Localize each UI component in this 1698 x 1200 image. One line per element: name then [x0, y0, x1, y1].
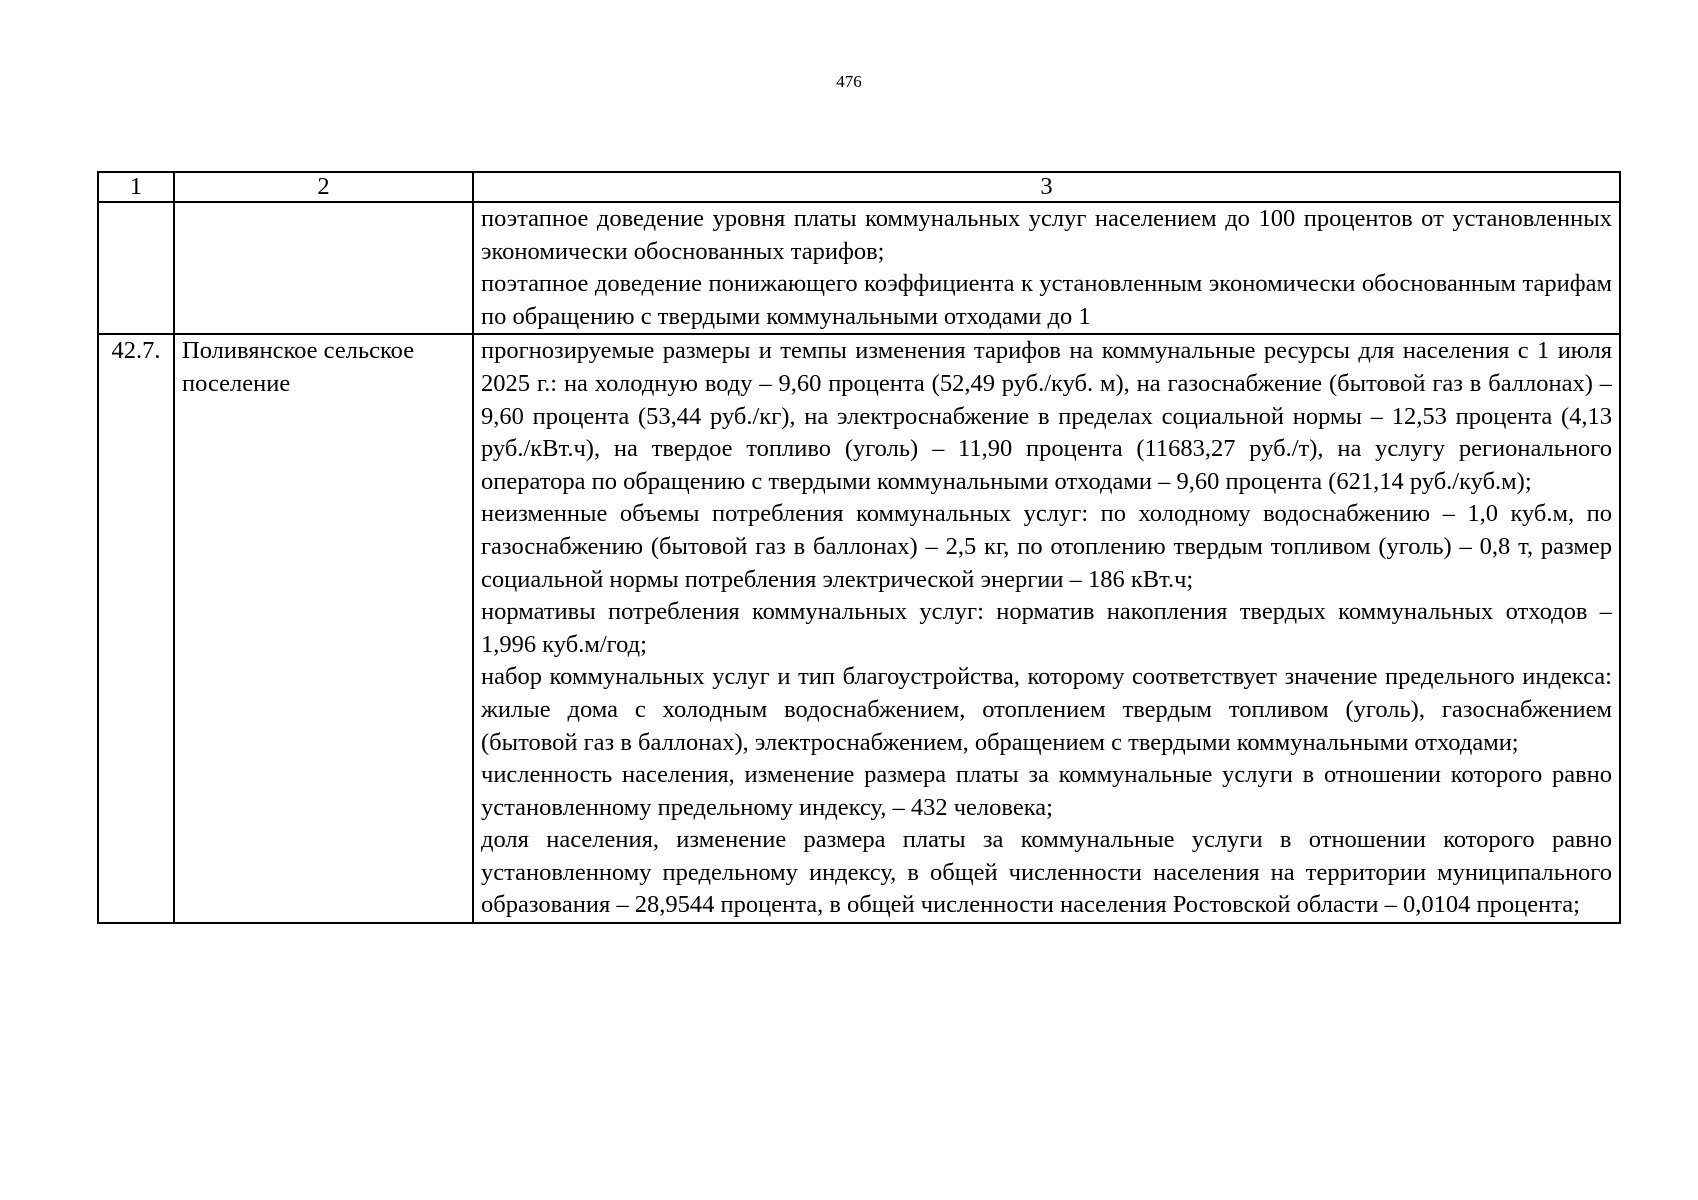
- row-name-cell: [174, 202, 473, 334]
- row-content-cell: [473, 334, 1620, 923]
- content-paragraph: поэтапное доведение понижающего коэффициента к установленным экономически обоснованным тарифам по обращению с твердыми коммунальными отходами до 1: [481, 270, 1612, 330]
- page-number: 476: [836, 72, 862, 91]
- column-header-1: 1: [98, 172, 174, 202]
- content-paragraph: нормативы потребления коммунальных услуг: норматив накопления твердых коммунальных отходов – 1,996 куб.м/год;: [481, 598, 1612, 658]
- table-header-row: [98, 172, 1620, 202]
- content-paragraph: прогнозируемые размеры и темпы изменения тарифов на коммунальные ресурсы для населения с 1 июля 2025 г.: на холодную воду – 9,60 процента (52,49 руб./куб. м), на газоснабжение (бытовой газ в баллонах) – 9,60 процента (53,44 руб./кг), на электроснабжение в пределах социальной нормы – 12,53 процента (4,13 руб./кВт.ч), на твердое топливо (уголь) – 11,90 процента (11683,27 руб./т), на услугу регионального оператора по обращению с твердыми коммунальными отходами – 9,60 процента (621,14 руб./куб.м);: [481, 337, 1612, 495]
- row-name-cell: Поливянское сельское поселение: [174, 334, 473, 923]
- content-paragraph: поэтапное доведение уровня платы коммунальных услуг населением до 100 процентов от установленных экономически обоснованных тарифов;: [481, 205, 1612, 265]
- row-number-cell: [98, 202, 174, 334]
- table-row-42-7: [98, 334, 1620, 923]
- content-paragraph: набор коммунальных услуг и тип благоустройства, которому соответствует значение предельного индекса: жилые дома с холодным водоснабжением, отоплением твердым топливом (уголь), газоснабжением (бытовой газ в баллонах), электроснабжением, обращением с твердыми коммунальными отходами;: [481, 663, 1612, 756]
- row-number-cell: 42.7.: [98, 334, 174, 923]
- content-paragraph: численность населения, изменение размера платы за коммунальные услуги в отношении которого равно установленному предельному индексу, – 432 человека;: [481, 761, 1612, 821]
- row-content-cell: [473, 202, 1620, 334]
- content-paragraph: доля населения, изменение размера платы за коммунальные услуги в отношении которого равно установленному предельному индексу, в общей численности населения на территории муниципального образования – 28,9544 процента, в общей численности населения Ростовской области – 0,0104 процента;: [481, 826, 1612, 919]
- column-header-3: 3: [473, 172, 1620, 202]
- column-header-2: 2: [174, 172, 473, 202]
- tariff-table: [97, 171, 1621, 924]
- table-row-continuation: [98, 202, 1620, 334]
- content-paragraph: неизменные объемы потребления коммунальных услуг: по холодному водоснабжению – 1,0 куб.м, по газоснабжению (бытовой газ в баллонах) – 2,5 кг, по отоплению твердым топливом (уголь) – 0,8 т, размер социальной нормы потребления электрической энергии – 186 кВт.ч;: [481, 500, 1612, 593]
